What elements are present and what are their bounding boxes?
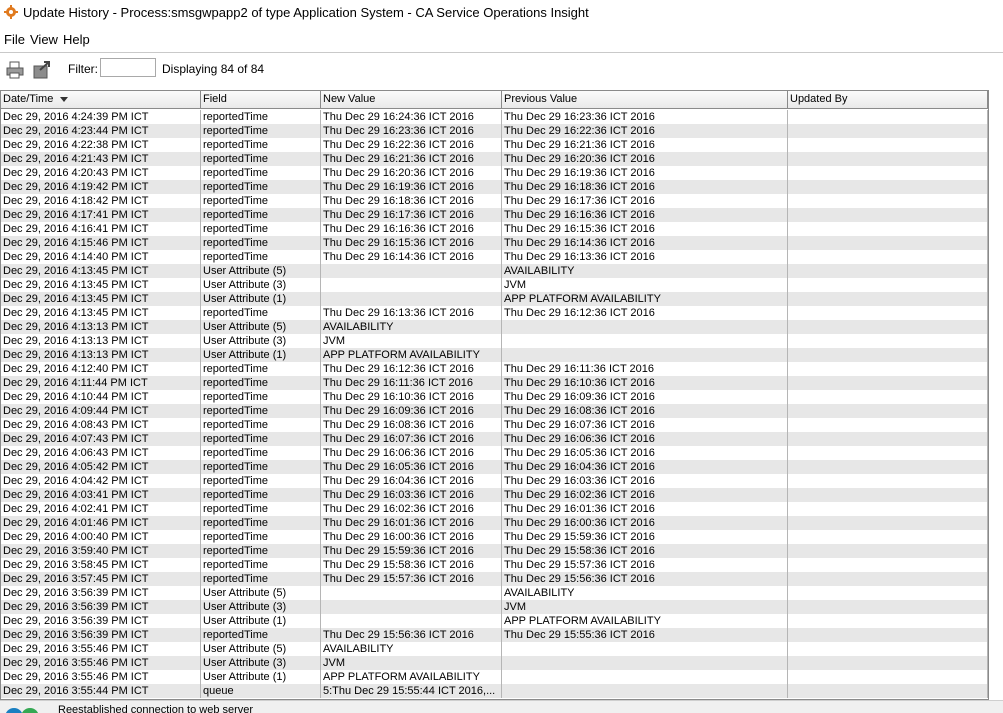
table-row[interactable] — [1, 502, 988, 516]
table-row[interactable] — [1, 586, 988, 600]
cell-field: User Attribute (5) — [201, 586, 321, 600]
cell-field: reportedTime — [201, 446, 321, 460]
display-count: Displaying 84 of 84 — [162, 62, 265, 76]
cell-new-value: Thu Dec 29 16:06:36 ICT 2016 — [321, 446, 502, 460]
filter-input[interactable] — [100, 58, 156, 77]
cell-updated-by — [788, 278, 988, 292]
cell-new-value: Thu Dec 29 15:57:36 ICT 2016 — [321, 572, 502, 586]
cell-new-value: Thu Dec 29 15:59:36 ICT 2016 — [321, 544, 502, 558]
cell-field: reportedTime — [201, 138, 321, 152]
cell-updated-by — [788, 292, 988, 306]
table-row[interactable] — [1, 306, 988, 320]
table-row[interactable] — [1, 152, 988, 166]
printer-icon[interactable] — [5, 60, 25, 80]
cell-previous-value: AVAILABILITY — [502, 586, 788, 600]
cell-new-value: Thu Dec 29 16:13:36 ICT 2016 — [321, 306, 502, 320]
column-header-previous-value[interactable] — [502, 91, 788, 108]
cell-field: User Attribute (3) — [201, 278, 321, 292]
cell-field: reportedTime — [201, 110, 321, 124]
cell-previous-value — [502, 642, 788, 656]
cell-field: User Attribute (3) — [201, 334, 321, 348]
cell-field: User Attribute (1) — [201, 292, 321, 306]
cell-new-value — [321, 614, 502, 628]
cell-updated-by — [788, 446, 988, 460]
cell-field: reportedTime — [201, 530, 321, 544]
cell-previous-value: Thu Dec 29 16:21:36 ICT 2016 — [502, 138, 788, 152]
cell-previous-value: Thu Dec 29 16:05:36 ICT 2016 — [502, 446, 788, 460]
table-row[interactable] — [1, 292, 988, 306]
cell-updated-by — [788, 404, 988, 418]
cell-new-value: Thu Dec 29 16:11:36 ICT 2016 — [321, 376, 502, 390]
cell-previous-value: Thu Dec 29 16:06:36 ICT 2016 — [502, 432, 788, 446]
cell-previous-value — [502, 656, 788, 670]
cell-previous-value: Thu Dec 29 16:02:36 ICT 2016 — [502, 488, 788, 502]
cell-new-value — [321, 586, 502, 600]
menu-separator — [0, 52, 1003, 53]
toolbar — [0, 54, 1003, 88]
cell-new-value: AVAILABILITY — [321, 642, 502, 656]
cell-field: User Attribute (3) — [201, 600, 321, 614]
table-row[interactable] — [1, 670, 988, 684]
cell-field: reportedTime — [201, 404, 321, 418]
cell-previous-value: Thu Dec 29 16:09:36 ICT 2016 — [502, 390, 788, 404]
column-header-updated-by[interactable] — [788, 91, 988, 108]
cell-updated-by — [788, 320, 988, 334]
cell-field: User Attribute (1) — [201, 614, 321, 628]
cell-previous-value: Thu Dec 29 16:16:36 ICT 2016 — [502, 208, 788, 222]
table-header — [1, 91, 989, 109]
table-row[interactable] — [1, 530, 988, 544]
table-row[interactable] — [1, 278, 988, 292]
cell-field: reportedTime — [201, 544, 321, 558]
cell-new-value: Thu Dec 29 16:02:36 ICT 2016 — [321, 502, 502, 516]
table-row[interactable] — [1, 362, 988, 376]
cell-datetime: Dec 29, 2016 3:59:40 PM ICT — [1, 544, 201, 558]
cell-new-value: Thu Dec 29 16:16:36 ICT 2016 — [321, 222, 502, 236]
cell-previous-value: Thu Dec 29 16:19:36 ICT 2016 — [502, 166, 788, 180]
cell-updated-by — [788, 628, 988, 642]
cell-datetime: Dec 29, 2016 4:13:13 PM ICT — [1, 348, 201, 362]
cell-field: reportedTime — [201, 460, 321, 474]
column-header-field[interactable] — [201, 91, 321, 108]
table-row[interactable] — [1, 194, 988, 208]
cell-new-value: Thu Dec 29 16:01:36 ICT 2016 — [321, 516, 502, 530]
cell-field: reportedTime — [201, 222, 321, 236]
cell-previous-value: Thu Dec 29 16:11:36 ICT 2016 — [502, 362, 788, 376]
cell-datetime: Dec 29, 2016 4:10:44 PM ICT — [1, 390, 201, 404]
cell-field: reportedTime — [201, 166, 321, 180]
cell-datetime: Dec 29, 2016 4:19:42 PM ICT — [1, 180, 201, 194]
table-row[interactable] — [1, 628, 988, 642]
title-bar — [0, 0, 1003, 26]
cell-previous-value: JVM — [502, 600, 788, 614]
cell-field: reportedTime — [201, 306, 321, 320]
cell-new-value: Thu Dec 29 16:15:36 ICT 2016 — [321, 236, 502, 250]
cell-updated-by — [788, 180, 988, 194]
table-row[interactable] — [1, 208, 988, 222]
table-row[interactable] — [1, 418, 988, 432]
table-row[interactable] — [1, 446, 988, 460]
table-row[interactable] — [1, 488, 988, 502]
cell-new-value: Thu Dec 29 16:12:36 ICT 2016 — [321, 362, 502, 376]
export-icon[interactable] — [32, 60, 52, 80]
cell-datetime: Dec 29, 2016 4:06:43 PM ICT — [1, 446, 201, 460]
column-header-label: Previous Value — [504, 93, 578, 105]
cell-new-value: Thu Dec 29 16:00:36 ICT 2016 — [321, 530, 502, 544]
status-message: Reestablished connection to web server — [58, 704, 254, 713]
cell-updated-by — [788, 306, 988, 320]
cell-datetime: Dec 29, 2016 3:55:46 PM ICT — [1, 642, 201, 656]
cell-updated-by — [788, 684, 988, 698]
cell-previous-value: Thu Dec 29 15:57:36 ICT 2016 — [502, 558, 788, 572]
cell-previous-value: Thu Dec 29 15:59:36 ICT 2016 — [502, 530, 788, 544]
cell-datetime: Dec 29, 2016 3:56:39 PM ICT — [1, 586, 201, 600]
cell-updated-by — [788, 516, 988, 530]
cell-previous-value: Thu Dec 29 16:04:36 ICT 2016 — [502, 460, 788, 474]
cell-new-value: Thu Dec 29 16:09:36 ICT 2016 — [321, 404, 502, 418]
cell-updated-by — [788, 362, 988, 376]
cell-updated-by — [788, 166, 988, 180]
cell-updated-by — [788, 474, 988, 488]
table-row[interactable] — [1, 264, 988, 278]
menu-help[interactable]: Help — [63, 32, 90, 47]
table-row[interactable] — [1, 222, 988, 236]
table-row[interactable] — [1, 460, 988, 474]
cell-new-value: Thu Dec 29 15:56:36 ICT 2016 — [321, 628, 502, 642]
cell-new-value: Thu Dec 29 16:20:36 ICT 2016 — [321, 166, 502, 180]
cell-updated-by — [788, 124, 988, 138]
cell-updated-by — [788, 152, 988, 166]
column-header-label: Updated By — [790, 93, 848, 105]
cell-updated-by — [788, 390, 988, 404]
table-row[interactable] — [1, 684, 988, 698]
cell-field: reportedTime — [201, 488, 321, 502]
cell-new-value — [321, 264, 502, 278]
cell-datetime: Dec 29, 2016 4:02:41 PM ICT — [1, 502, 201, 516]
cell-field: reportedTime — [201, 516, 321, 530]
cell-new-value: Thu Dec 29 16:07:36 ICT 2016 — [321, 432, 502, 446]
table-row[interactable] — [1, 166, 988, 180]
cell-datetime: Dec 29, 2016 4:00:40 PM ICT — [1, 530, 201, 544]
cell-datetime: Dec 29, 2016 4:12:40 PM ICT — [1, 362, 201, 376]
cell-field: User Attribute (1) — [201, 348, 321, 362]
cell-previous-value — [502, 348, 788, 362]
cell-field: reportedTime — [201, 236, 321, 250]
cell-new-value: Thu Dec 29 16:24:36 ICT 2016 — [321, 110, 502, 124]
cell-updated-by — [788, 418, 988, 432]
table-body — [1, 110, 989, 698]
cell-datetime: Dec 29, 2016 3:55:46 PM ICT — [1, 670, 201, 684]
cell-datetime: Dec 29, 2016 3:55:44 PM ICT — [1, 684, 201, 698]
cell-previous-value: Thu Dec 29 16:22:36 ICT 2016 — [502, 124, 788, 138]
cell-datetime: Dec 29, 2016 4:22:38 PM ICT — [1, 138, 201, 152]
table-row[interactable] — [1, 334, 988, 348]
cell-new-value: JVM — [321, 656, 502, 670]
cell-new-value: 5:Thu Dec 29 15:55:44 ICT 2016,... — [321, 684, 502, 698]
cell-field: reportedTime — [201, 194, 321, 208]
cell-new-value: Thu Dec 29 16:18:36 ICT 2016 — [321, 194, 502, 208]
cell-previous-value: Thu Dec 29 16:07:36 ICT 2016 — [502, 418, 788, 432]
cell-updated-by — [788, 264, 988, 278]
cell-updated-by — [788, 656, 988, 670]
cell-new-value: Thu Dec 29 16:14:36 ICT 2016 — [321, 250, 502, 264]
cell-updated-by — [788, 376, 988, 390]
cell-updated-by — [788, 586, 988, 600]
cell-datetime: Dec 29, 2016 4:23:44 PM ICT — [1, 124, 201, 138]
cell-new-value: Thu Dec 29 16:22:36 ICT 2016 — [321, 138, 502, 152]
table-row[interactable] — [1, 376, 988, 390]
cell-datetime: Dec 29, 2016 4:13:13 PM ICT — [1, 334, 201, 348]
cell-datetime: Dec 29, 2016 4:09:44 PM ICT — [1, 404, 201, 418]
cell-previous-value: Thu Dec 29 16:14:36 ICT 2016 — [502, 236, 788, 250]
cell-datetime: Dec 29, 2016 4:16:41 PM ICT — [1, 222, 201, 236]
cell-updated-by — [788, 110, 988, 124]
cell-datetime: Dec 29, 2016 4:21:43 PM ICT — [1, 152, 201, 166]
cell-updated-by — [788, 194, 988, 208]
cell-field: reportedTime — [201, 628, 321, 642]
cell-new-value: Thu Dec 29 16:04:36 ICT 2016 — [321, 474, 502, 488]
cell-field: reportedTime — [201, 124, 321, 138]
cell-datetime: Dec 29, 2016 4:13:45 PM ICT — [1, 292, 201, 306]
cell-new-value — [321, 292, 502, 306]
table-row[interactable] — [1, 558, 988, 572]
column-header-label: Date/Time — [3, 93, 54, 105]
cell-previous-value — [502, 684, 788, 698]
cell-new-value: Thu Dec 29 16:03:36 ICT 2016 — [321, 488, 502, 502]
cell-datetime: Dec 29, 2016 4:17:41 PM ICT — [1, 208, 201, 222]
cell-new-value — [321, 278, 502, 292]
cell-updated-by — [788, 208, 988, 222]
cell-datetime: Dec 29, 2016 3:56:39 PM ICT — [1, 614, 201, 628]
cell-field: reportedTime — [201, 474, 321, 488]
column-header-new-value[interactable] — [321, 91, 502, 108]
cell-previous-value: Thu Dec 29 16:18:36 ICT 2016 — [502, 180, 788, 194]
column-header-label: Field — [203, 93, 227, 105]
cell-new-value: APP PLATFORM AVAILABILITY — [321, 348, 502, 362]
menu-file[interactable]: File — [4, 32, 25, 47]
cell-previous-value: APP PLATFORM AVAILABILITY — [502, 614, 788, 628]
cell-datetime: Dec 29, 2016 4:04:42 PM ICT — [1, 474, 201, 488]
table-row[interactable] — [1, 516, 988, 530]
table-row[interactable] — [1, 236, 988, 250]
cell-previous-value: Thu Dec 29 15:55:36 ICT 2016 — [502, 628, 788, 642]
table-row[interactable] — [1, 250, 988, 264]
table-row[interactable] — [1, 600, 988, 614]
cell-datetime: Dec 29, 2016 4:03:41 PM ICT — [1, 488, 201, 502]
cell-updated-by — [788, 502, 988, 516]
cell-previous-value: Thu Dec 29 16:23:36 ICT 2016 — [502, 110, 788, 124]
table-row[interactable] — [1, 138, 988, 152]
cell-field: User Attribute (3) — [201, 656, 321, 670]
cell-new-value — [321, 600, 502, 614]
cell-previous-value: Thu Dec 29 16:10:36 ICT 2016 — [502, 376, 788, 390]
cell-new-value: AVAILABILITY — [321, 320, 502, 334]
table-row[interactable] — [1, 572, 988, 586]
cell-field: reportedTime — [201, 572, 321, 586]
status-bar — [0, 700, 1003, 713]
table-row[interactable] — [1, 474, 988, 488]
cell-datetime: Dec 29, 2016 4:14:40 PM ICT — [1, 250, 201, 264]
cell-new-value: Thu Dec 29 16:10:36 ICT 2016 — [321, 390, 502, 404]
cell-datetime: Dec 29, 2016 4:15:46 PM ICT — [1, 236, 201, 250]
cell-datetime: Dec 29, 2016 4:05:42 PM ICT — [1, 460, 201, 474]
cell-previous-value: Thu Dec 29 15:56:36 ICT 2016 — [502, 572, 788, 586]
cell-new-value: Thu Dec 29 16:23:36 ICT 2016 — [321, 124, 502, 138]
table-row[interactable] — [1, 544, 988, 558]
cell-new-value: Thu Dec 29 16:21:36 ICT 2016 — [321, 152, 502, 166]
sort-descending-icon — [60, 97, 68, 102]
cell-field: User Attribute (5) — [201, 320, 321, 334]
cell-updated-by — [788, 558, 988, 572]
table-row[interactable] — [1, 320, 988, 334]
table-row[interactable] — [1, 656, 988, 670]
cell-updated-by — [788, 670, 988, 684]
cell-previous-value: Thu Dec 29 16:15:36 ICT 2016 — [502, 222, 788, 236]
cell-updated-by — [788, 222, 988, 236]
cell-updated-by — [788, 334, 988, 348]
cell-datetime: Dec 29, 2016 4:20:43 PM ICT — [1, 166, 201, 180]
cell-previous-value: Thu Dec 29 16:13:36 ICT 2016 — [502, 250, 788, 264]
cell-datetime: Dec 29, 2016 4:13:45 PM ICT — [1, 278, 201, 292]
table-row[interactable] — [1, 124, 988, 138]
cell-updated-by — [788, 614, 988, 628]
table-row[interactable] — [1, 390, 988, 404]
cell-previous-value: Thu Dec 29 16:00:36 ICT 2016 — [502, 516, 788, 530]
cell-updated-by — [788, 488, 988, 502]
cell-updated-by — [788, 432, 988, 446]
cell-datetime: Dec 29, 2016 4:08:43 PM ICT — [1, 418, 201, 432]
cell-new-value: APP PLATFORM AVAILABILITY — [321, 670, 502, 684]
cell-updated-by — [788, 250, 988, 264]
cell-datetime: Dec 29, 2016 3:58:45 PM ICT — [1, 558, 201, 572]
cell-field: User Attribute (5) — [201, 642, 321, 656]
cell-field: reportedTime — [201, 152, 321, 166]
cell-field: reportedTime — [201, 502, 321, 516]
cell-previous-value: Thu Dec 29 16:12:36 ICT 2016 — [502, 306, 788, 320]
cell-new-value: Thu Dec 29 16:05:36 ICT 2016 — [321, 460, 502, 474]
cell-field: reportedTime — [201, 180, 321, 194]
cell-field: User Attribute (5) — [201, 264, 321, 278]
cell-new-value: Thu Dec 29 16:08:36 ICT 2016 — [321, 418, 502, 432]
cell-updated-by — [788, 236, 988, 250]
update-history-table — [0, 90, 989, 700]
cell-field: reportedTime — [201, 208, 321, 222]
cell-previous-value — [502, 670, 788, 684]
cell-new-value: Thu Dec 29 15:58:36 ICT 2016 — [321, 558, 502, 572]
cell-datetime: Dec 29, 2016 3:55:46 PM ICT — [1, 656, 201, 670]
cell-datetime: Dec 29, 2016 3:57:45 PM ICT — [1, 572, 201, 586]
cell-updated-by — [788, 642, 988, 656]
table-row[interactable] — [1, 614, 988, 628]
cell-field: reportedTime — [201, 558, 321, 572]
table-row[interactable] — [1, 642, 988, 656]
cell-previous-value: Thu Dec 29 16:08:36 ICT 2016 — [502, 404, 788, 418]
cell-field: reportedTime — [201, 376, 321, 390]
cell-previous-value: APP PLATFORM AVAILABILITY — [502, 292, 788, 306]
cell-datetime: Dec 29, 2016 4:18:42 PM ICT — [1, 194, 201, 208]
cell-datetime: Dec 29, 2016 4:13:45 PM ICT — [1, 264, 201, 278]
cell-datetime: Dec 29, 2016 3:56:39 PM ICT — [1, 628, 201, 642]
cell-field: reportedTime — [201, 362, 321, 376]
cell-field: reportedTime — [201, 250, 321, 264]
cell-updated-by — [788, 530, 988, 544]
cell-datetime: Dec 29, 2016 4:01:46 PM ICT — [1, 516, 201, 530]
gear-icon — [4, 5, 18, 19]
window-title: Update History - Process:smsgwpapp2 of type Application System - CA Service Operations Insight — [23, 5, 589, 20]
cell-datetime: Dec 29, 2016 4:11:44 PM ICT — [1, 376, 201, 390]
cell-field: reportedTime — [201, 418, 321, 432]
column-header-label: New Value — [323, 93, 376, 105]
table-row[interactable] — [1, 180, 988, 194]
cell-field: reportedTime — [201, 390, 321, 404]
table-row[interactable] — [1, 110, 988, 124]
cell-previous-value: Thu Dec 29 16:01:36 ICT 2016 — [502, 502, 788, 516]
filter-label: Filter: — [68, 62, 98, 76]
cell-previous-value: Thu Dec 29 16:20:36 ICT 2016 — [502, 152, 788, 166]
cell-updated-by — [788, 544, 988, 558]
cell-previous-value — [502, 320, 788, 334]
cell-updated-by — [788, 600, 988, 614]
table-row[interactable] — [1, 348, 988, 362]
cell-field: queue — [201, 684, 321, 698]
cell-previous-value: Thu Dec 29 15:58:36 ICT 2016 — [502, 544, 788, 558]
cell-field: User Attribute (1) — [201, 670, 321, 684]
cell-field: reportedTime — [201, 432, 321, 446]
table-row[interactable] — [1, 404, 988, 418]
menu-view[interactable]: View — [30, 32, 58, 47]
cell-previous-value: Thu Dec 29 16:17:36 ICT 2016 — [502, 194, 788, 208]
cell-previous-value: Thu Dec 29 16:03:36 ICT 2016 — [502, 474, 788, 488]
cell-updated-by — [788, 572, 988, 586]
cell-previous-value: AVAILABILITY — [502, 264, 788, 278]
cell-previous-value: JVM — [502, 278, 788, 292]
cell-datetime: Dec 29, 2016 4:13:45 PM ICT — [1, 306, 201, 320]
cell-datetime: Dec 29, 2016 4:13:13 PM ICT — [1, 320, 201, 334]
cell-updated-by — [788, 460, 988, 474]
column-header-datetime[interactable] — [1, 91, 201, 108]
cell-previous-value — [502, 334, 788, 348]
cell-updated-by — [788, 138, 988, 152]
menu-bar — [0, 29, 1003, 49]
cell-datetime: Dec 29, 2016 4:24:39 PM ICT — [1, 110, 201, 124]
cell-updated-by — [788, 348, 988, 362]
cell-new-value: Thu Dec 29 16:19:36 ICT 2016 — [321, 180, 502, 194]
cell-datetime: Dec 29, 2016 3:56:39 PM ICT — [1, 600, 201, 614]
cell-datetime: Dec 29, 2016 4:07:43 PM ICT — [1, 432, 201, 446]
cell-new-value: Thu Dec 29 16:17:36 ICT 2016 — [321, 208, 502, 222]
table-row[interactable] — [1, 432, 988, 446]
cell-new-value: JVM — [321, 334, 502, 348]
